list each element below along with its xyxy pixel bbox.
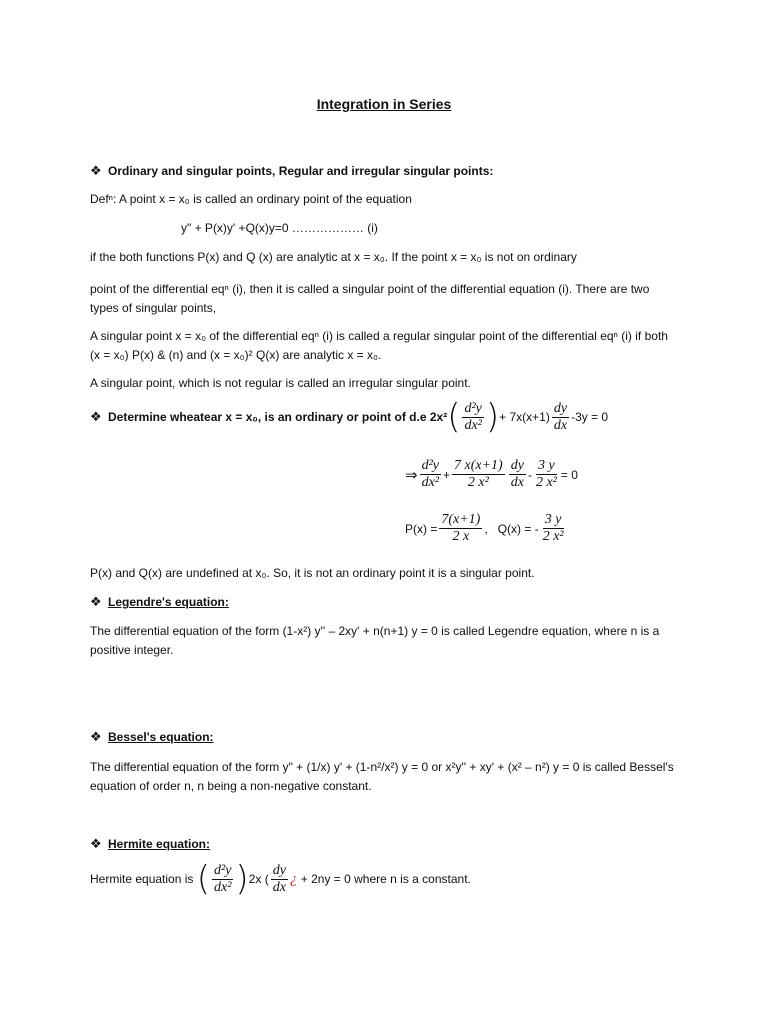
diamond-bullet-icon: ❖ — [90, 594, 102, 609]
fraction-dy-dx: $\frac{dy}{dx}$ — [553, 400, 568, 433]
diamond-bullet-icon: ❖ — [90, 836, 102, 851]
conclusion-text: P(x) and Q(x) are undefined at x₀. So, it is not an ordinary point it is a singular point. — [90, 566, 535, 580]
implied-equation: ⇒ $\frac{\text{d²y}}{\text{dx²}}$ + $\frac{7 x(x+1)}{\text{2 x²}}$ $\frac{dy}{dx}$ - $\frac{3 y}{\text{2 x²}}$ = 0 — [405, 458, 578, 490]
definition-line: Defⁿ: A point x = x₀ is called an ordinary point of the equation — [90, 192, 412, 206]
hermite-prefix: Hermite equation is — [90, 872, 194, 886]
fraction-qx: $\frac{3 y}{\text{2 x²}}$ — [542, 512, 564, 544]
problem-bold: x = x₀, — [225, 410, 262, 424]
fraction-d2y-dx2: $\frac{\text{d²y}}{\text{dx²}}$ — [464, 400, 482, 433]
fraction-dy-dx-b: $\frac{dy}{dx}$ — [510, 458, 524, 490]
determine-problem: ❖ Determine wheatear x = x₀, is an ordinary or point of d.e 2x² ( $\frac{\text{d²y}}{\text{dx²}}$ ) + 7x(x+1) $\frac{dy}{dx}$ -3y = 0 — [90, 397, 609, 437]
fraction-7x-2x2: $\frac{7 x(x+1)}{\text{2 x²}}$ — [454, 458, 503, 490]
fraction-px: $\frac{7(x+1)}{2 x}$ — [441, 512, 481, 544]
bessel-body: The differential equation of the form y" + (1/x) y' + (1-n²/x²) y = 0 or x²y'' + xy' + (x² – n²) y = 0 is called Bessel's equation of order n, n being a non-negative constant. — [90, 760, 674, 793]
hermite-suffix: + 2ny = 0 where n is a constant. — [300, 872, 471, 886]
px-qx-expressions: P(x) = $\frac{7(x+1)}{2 x}$ , Q(x) = - $\frac{3 y}{\text{2 x²}}$ — [405, 512, 564, 544]
paragraph-singular-point: point of the differential eqⁿ (i), then it is called a singular point of the differential equation (i). There are two types of singular points, — [90, 282, 650, 315]
diamond-bullet-icon: ❖ — [90, 409, 102, 424]
fraction-d2y-dx2-c: $\frac{\text{d²y}}{\text{dx²}}$ — [214, 862, 232, 895]
page-title: Integration in Series — [316, 96, 452, 112]
problem-suffix: is an ordinary or point of d.e 2x² — [264, 410, 448, 424]
paragraph-analytic: if the both functions P(x) and Q (x) are analytic at x = x₀. If the point x = x₀ is not on ordinary — [90, 250, 577, 264]
px-label: P(x) = — [405, 521, 438, 536]
equation-i: y" + P(x)y' +Q(x)y=0 ……………… (i) — [181, 221, 378, 235]
section-hermite — [90, 836, 210, 852]
fraction-d2y-dx2-b: $\frac{\text{d²y}}{\text{dx²}}$ — [421, 458, 439, 490]
inverted-question-glyph: ¿ — [289, 870, 298, 887]
diamond-bullet-icon: ❖ — [90, 729, 102, 744]
qx-label: Q(x) = - — [497, 521, 539, 536]
section-ordinary-singular — [90, 163, 493, 179]
problem-prefix: Determine wheatear — [108, 410, 223, 424]
legendre-body: The differential equation of the form (1-x²) y'' – 2xy' + n(n+1) y = 0 is called Legendre equation, where n is a positive integer. — [90, 624, 660, 657]
hermite-mid: 2x ( — [248, 872, 269, 886]
paragraph-regular-singular: A singular point x = x₀ of the differential eqⁿ (i) is called a regular singular point of the differential eqⁿ (i) if both (x = x₀) P(x) & (n) and (x = x₀)² Q(x) are analytic x = x₀. — [90, 329, 668, 362]
fraction-3y-2x2: $\frac{3 y}{\text{2 x²}}$ — [535, 458, 557, 490]
section-heading: Hermite equation: — [108, 837, 211, 851]
plus-term: + 7x(x+1) — [499, 410, 550, 424]
section-heading: Bessel's equation: — [108, 730, 214, 744]
section-heading: Ordinary and singular points, Regular and irregular singular points: — [108, 164, 494, 178]
paragraph-irregular: A singular point, which is not regular is called an irregular singular point. — [90, 376, 471, 390]
implies-icon: ⇒ — [405, 466, 418, 484]
diamond-bullet-icon: ❖ — [90, 163, 102, 178]
equals-zero: = 0 — [560, 467, 578, 482]
fraction-dy-dx-c: $\frac{dy}{dx}$ — [272, 862, 286, 895]
section-bessel — [90, 729, 214, 745]
tail-term: -3y = 0 — [571, 410, 609, 424]
section-legendre — [90, 594, 229, 610]
hermite-equation: Hermite equation is ( $\frac{\text{d²y}}{\text{dx²}}$ ) 2x ( $\frac{dy}{dx}$ ¿ + 2ny = 0 where n is a constant. — [90, 859, 471, 899]
section-heading: Legendre's equation: — [108, 595, 229, 609]
